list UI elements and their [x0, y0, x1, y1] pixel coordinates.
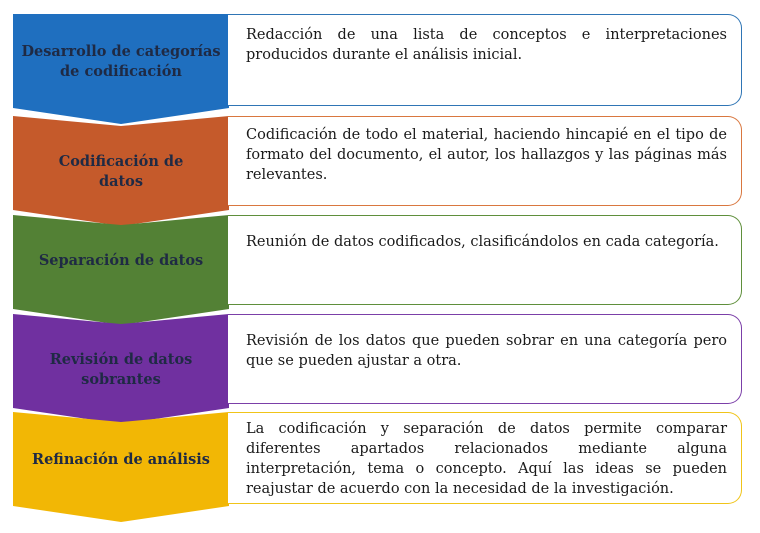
step-5-title: Refinación de análisis — [32, 451, 210, 468]
step-3-description: Reunión de datos codificados, clasificándolos en cada categoría. — [246, 234, 719, 250]
step-5-chevron — [13, 412, 233, 522]
step-2-title: Codificación de datos — [58, 153, 184, 190]
step-2-description: Codificación de todo el material, haciendo hincapié en el tipo de formato del documento, el autor, los hallazgos y las páginas más relevantes. — [246, 127, 727, 183]
step-3-title: Separación de datos — [38, 252, 204, 269]
step-5-description: La codificación y separación de datos permite comparar diferentes apartados relacionados mediante alguna interpretación, tema o concepto. Aquí las ideas se pueden reajustar de acuerdo con la necesidad de la investigación. — [246, 421, 727, 497]
step-2-chevron — [13, 116, 233, 226]
step-3-description-box — [228, 215, 742, 305]
step-1-description: Redacción de una lista de conceptos e interpretaciones producidos durante el análisis inicial. — [246, 27, 727, 63]
step-4-chevron — [13, 314, 233, 424]
step-3-chevron — [13, 215, 233, 325]
step-1-description-box — [228, 14, 742, 106]
step-5-description-box — [228, 412, 742, 504]
step-1-chevron — [13, 14, 233, 124]
step-4-description-box — [228, 314, 742, 404]
step-4-title: Revisión de datos sobrantes — [49, 351, 193, 388]
step-1-title: Desarrollo de categorías de codificación — [21, 43, 221, 80]
step-2-description-box — [228, 116, 742, 206]
step-4-description: Revisión de los datos que pueden sobrar en una categoría pero que se pueden ajustar a otra. — [246, 333, 727, 369]
